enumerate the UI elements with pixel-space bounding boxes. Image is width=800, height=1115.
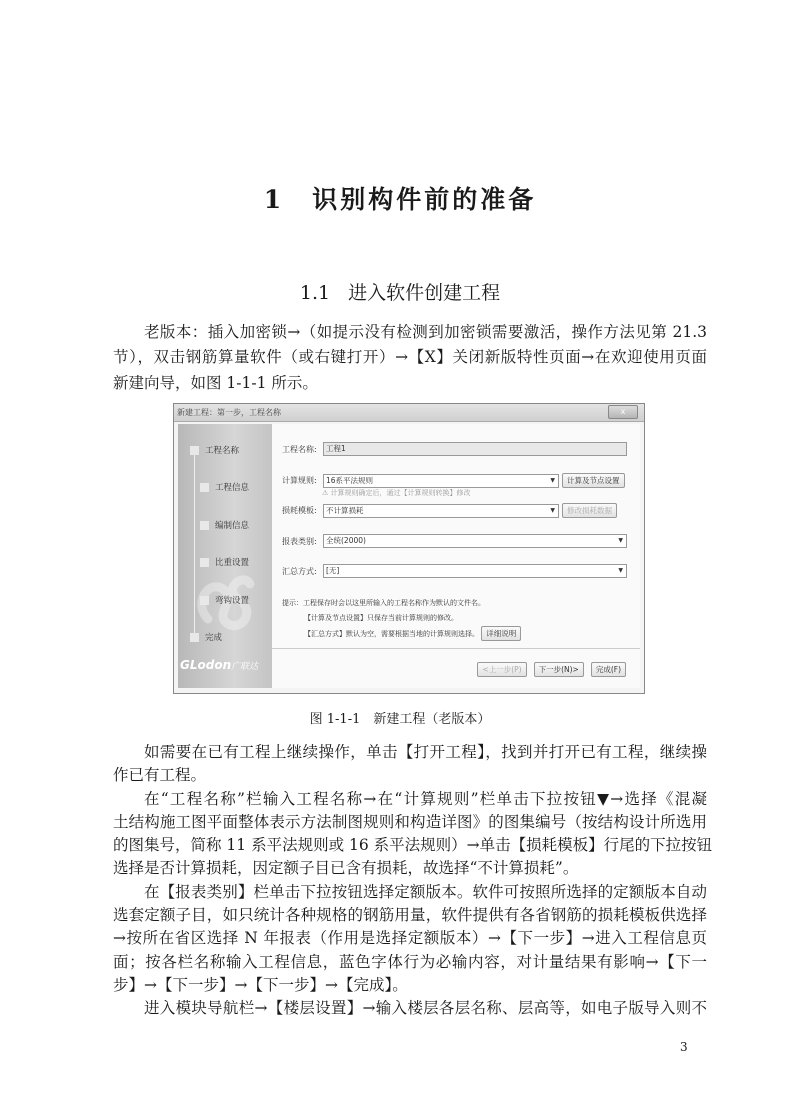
paragraph: 进入模块导航栏→【楼层设置】→输入楼层各层名称、层高等，如电子版导入则不 (144, 999, 707, 1018)
wizard-steps-panel (178, 424, 272, 688)
prev-button[interactable]: <上一步(P) (477, 662, 526, 677)
step-marker-icon (200, 596, 209, 605)
paragraph: 在【报表类别】栏单击下拉按钮选择定额版本。软件可按照所选择的定额版本自动 选套定额子目，如只统计各种规格的钢筋用量，软件提供有各省钢筋的损耗模板供选择 →按所在省区选择 N 年报表（作用是选择定额版本）→【下一步】→进入工程信息页 面；按各栏名称输入工程信息，蓝色字体行为必输内容，对计量结果有影响→【下一 步】→【下一步】→【下一步】→【完成】。 (113, 882, 707, 994)
step-item: 比重设置 (200, 556, 249, 568)
chapter-title: 1 识别构件前的准备 (263, 185, 537, 214)
close-button[interactable]: x (608, 405, 638, 419)
step-marker-icon (190, 633, 199, 642)
wizard-nav (477, 662, 626, 677)
divider (272, 648, 640, 649)
report-type-select[interactable]: 全统(2000) ▼ (323, 534, 627, 548)
chevron-down-icon: ▼ (550, 506, 555, 514)
section-title: 1.1 进入软件创建工程 (299, 282, 501, 304)
chevron-down-icon: ▼ (618, 567, 623, 574)
tips-text: 提示：工程保存时会以这里所输入的工程名称作为默认的文件名。 【计算及节点设置】只保存当前计算规则的修改。 【汇总方式】默认为空，需要根据当地的计算规则选择。 详细说明 (282, 596, 521, 642)
paragraph: 在“工程名称”栏输入工程名称→在“计算规则”栏单击下拉按钮▼→选择《混凝 土结构施工图平面整体表示方法制图规则和构造详图》的图集编号（按结构设计所选用 的图集号，简称 11 系平法规则或 16 系平法规则）→单击【损耗模板】行尾的下拉按钮 选择是否计算损耗，因定额子目已含有损耗，故选择“不计算损耗”。 (113, 789, 713, 878)
calc-rule-select[interactable]: 16系平法规则 ▼ (323, 474, 559, 488)
intro-paragraph: 老版本：插入加密锁→（如提示没有检测到加密锁需要激活，操作方法见第 21.3 节），双击钢筋算量软件（或右键打开）→【X】关闭新版特性页面→在欢迎使用页面 新建向导，如图 1-1-1 所示。 (113, 323, 707, 392)
finish-button[interactable]: 完成(F) (591, 662, 626, 677)
chevron-down-icon: ▼ (550, 476, 555, 484)
details-button[interactable]: 详细说明 (481, 626, 521, 641)
step-item: 完成 (190, 631, 222, 643)
body-text (113, 741, 713, 1021)
figure-caption: 图 1-1-1 新建工程（老版本） (309, 712, 491, 727)
step-marker-icon (200, 558, 209, 567)
paragraph: 如需要在已有工程上继续操作，单击【打开工程】，找到并打开已有工程，继续操 作已有工程。 (113, 743, 707, 785)
loss-template-select[interactable]: 不计算损耗 ▼ (323, 504, 559, 518)
step-connector (194, 446, 195, 638)
rule-warning: ⚠ 计算规则确定后，通过【计算规则转换】修改 (322, 489, 471, 497)
step-item: 工程信息 (200, 481, 249, 493)
glodon-logo: GLodon广联达 (180, 658, 259, 672)
project-name-input[interactable]: 工程1 (323, 442, 627, 456)
step-item: 工程名称 (190, 444, 239, 456)
step-item: 编制信息 (200, 519, 249, 531)
wizard-form: 工程名称: 工程1 计算规则: 16系平法规则 ▼ 计算及节点设置 ⚠ 计算规则确定后，通过【计算规则转换】修改 损耗模板: 不计算损耗 ▼ 修改损耗数据 报表类别: 全统(2000) ▼ 汇总方式: [无] ▼ 提示：工程保存时会以这里所输入的工程名称作为默认的文件名。 【计算及节点设置】只保存当前计算规则的修改。 【汇总方式】默认为空，需要根据当地的计算规则选择。 详细说明 (272, 424, 640, 688)
chevron-down-icon: ▼ (618, 537, 623, 544)
warning-icon: ⚠ (322, 489, 329, 497)
edit-loss-button[interactable]: 修改损耗数据 (562, 503, 617, 518)
next-button[interactable]: 下一步(N)> (534, 662, 584, 677)
step-item: 弯钩设置 (200, 594, 249, 606)
step-marker-icon (200, 483, 209, 492)
dialog-titlebar: 新建工程：第一步，工程名称 x (174, 404, 644, 422)
calc-settings-button[interactable]: 计算及节点设置 (562, 473, 625, 488)
new-project-dialog-figure (173, 403, 645, 694)
summary-mode-select[interactable]: [无] ▼ (323, 564, 627, 578)
page-number: 3 (680, 1040, 688, 1054)
step-marker-icon (190, 446, 199, 455)
step-marker-icon (200, 521, 209, 530)
